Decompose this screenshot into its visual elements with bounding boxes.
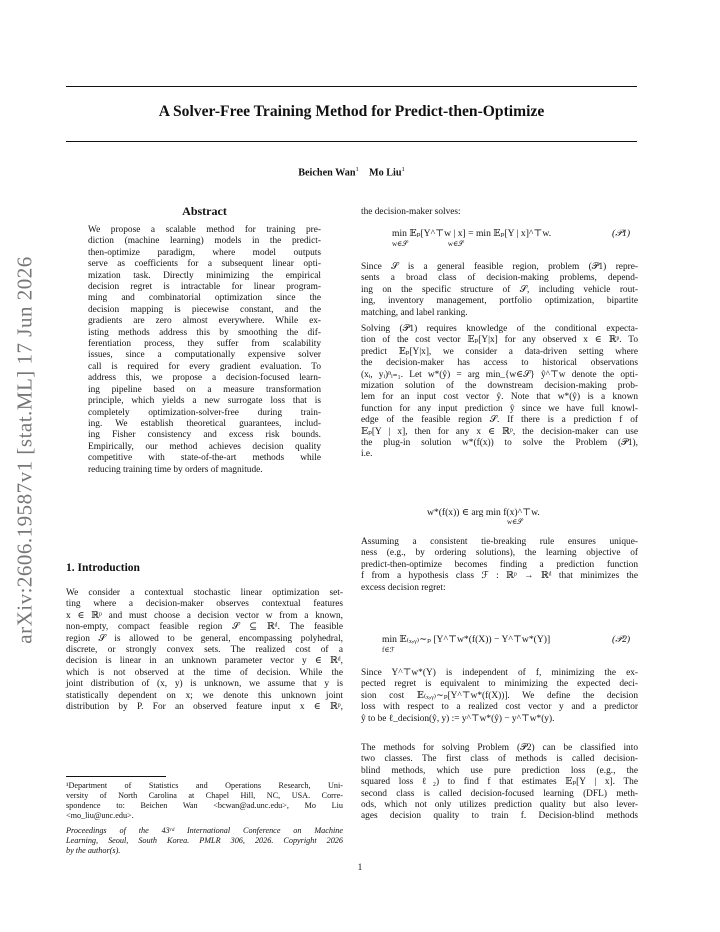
text-line: which is not observed at the time of decision. While the [66, 667, 343, 678]
text-line: isting methods address this by smoothing the dif- [88, 327, 321, 338]
text-line: decision is linear in an unknown parameter vector y ∈ ℝᵈ, [66, 656, 343, 667]
arxiv-identifier[interactable]: arXiv:2606.19587v1 [stat.ML] 17 Jun 2026 [12, 256, 37, 644]
text-line: second class is called decision-focused learning (DFL) meth- [361, 788, 638, 799]
paragraph-objective [361, 537, 638, 594]
text-line: ming and combinatorial optimization since the [88, 293, 321, 304]
text-line: address this, we propose a decision-focused learn- [88, 373, 321, 384]
text-line: Proceedings of the 43ʳᵈ International Conference on Machine [66, 826, 343, 835]
title-rule [66, 141, 637, 142]
text-line: ing. We establish theoretical guarantees, includ- [88, 418, 321, 429]
equation-plugin: w*(f(x)) ∈ arg min f(x)^⊤w. [427, 507, 540, 518]
text-line: non-empty, compact feasible region 𝒮 ⊆ ℝᵈ. The feasible [66, 622, 343, 633]
text-line: the decision-maker has access to historical observations [361, 358, 638, 369]
equation-p2-subscript: f∈ℱ [382, 646, 396, 654]
text-line: We consider a contextual stochastic linear optimization set- [66, 588, 343, 598]
text-line: Assuming a consistent tie-breaking rule ensures unique- [361, 537, 638, 547]
text-line: ing on the specific structure of 𝒮, including vehicle rout- [361, 284, 638, 295]
equation-tag-p1: (𝒫1) [612, 228, 631, 239]
text-line: versity of North Carolina at Chapel Hill, NC, USA. Corre- [66, 791, 343, 800]
text-line: blind methods, which use pure prediction loss (e.g., the [361, 765, 638, 776]
text-line: predict 𝔼ₚ[Y|x], we consider a data-driven setting where [361, 346, 638, 357]
intro-paragraph [66, 588, 343, 713]
text-line: predict-then-optimize becomes finding a prediction function [361, 559, 638, 570]
section-heading-introduction: 1. Introduction [66, 562, 140, 574]
text-line: competitive with state-of-the-art methods while [88, 453, 321, 464]
text-line: issues, since a computationally expensive solver [88, 350, 321, 361]
text-line: diction (machine learning) models in the predict- [88, 236, 321, 247]
text-line: completely optimization-solver-free during train- [88, 407, 321, 418]
footnote-rule [66, 776, 166, 777]
text-line: serve as coefficients for a subsequent linear opti- [88, 259, 321, 270]
text-line: Solving (𝒫1) requires knowledge of the conditional expecta- [361, 324, 638, 334]
equation-p2: min 𝔼₍ₓ,ᵧ₎∼ₚ [Y^⊤w*(f(X)) − Y^⊤w*(Y)] [382, 634, 551, 645]
text-line: distribution by P. For an observed feature input x ∈ ℝᵖ, [66, 702, 343, 713]
text-line: ing Fisher consistency and excess risk bounds. [88, 430, 321, 441]
text-line: <mo_liu@unc.edu>. [66, 811, 134, 820]
text-line: principle, which yields a new surrogate loss that is [88, 396, 321, 407]
paragraph-problem-scope [361, 262, 638, 319]
text-line: then-optimize paradigm, where model outputs [88, 247, 321, 258]
proceedings-footnote [66, 826, 343, 856]
text-line: The methods for solving Problem (𝒫2) can be classified into [361, 743, 638, 753]
paper-title: A Solver-Free Training Method for Predict-then-Optimize [158, 103, 545, 120]
text-line: matching, and label ranking. [361, 307, 468, 318]
top-rule [66, 86, 637, 87]
author-list [66, 166, 637, 178]
text-line: ods, which not only utilizes prediction quality but also lever- [361, 800, 638, 811]
text-line: i.e. [361, 449, 373, 460]
text-line: tion of the cost vector 𝔼ₚ[Y|x] for any observed x ∈ ℝᵖ. To [361, 335, 638, 346]
text-line: statistically dependent on x; we denote this unknown joint [66, 690, 343, 701]
text-line: ting where a decision-maker observes contextual features [66, 599, 343, 610]
text-line: discrete, or strongly convex sets. The realized cost of a [66, 645, 343, 656]
lead-line: the decision-maker solves: [361, 207, 461, 217]
arxiv-sidebar [2, 250, 48, 650]
text-line: spondence to: Beichen Wan <bcwan@ad.unc.edu>, Mo Liu [66, 801, 343, 810]
affiliation-mark: 1 [355, 166, 359, 173]
text-line: joint distribution of (x, y) is unknown, we assume that y is [66, 679, 343, 690]
text-line: ¹Department of Statistics and Operations Research, Uni- [66, 781, 343, 790]
text-line: Empirically, our method achieves decision quality [88, 441, 321, 452]
text-line: reducing training time by orders of magnitude. [88, 464, 263, 475]
text-line: squared loss ℓ₂) to find f that estimates 𝔼ₚ[Y | x]. The [361, 777, 638, 788]
affiliation-footnote [66, 781, 343, 821]
paragraph-method-classes [361, 743, 638, 823]
text-line: sion cost 𝔼₍ₓ,ᵧ₎∼ₚ[Y^⊤w*(f(X))]. We define the decision [361, 690, 638, 701]
text-line: ing pipeline based on a measure transformation [88, 384, 321, 395]
equation-p1-body: min 𝔼ₚ[Y^⊤w | x] = min 𝔼ₚ[Y | x]^⊤w. [392, 228, 552, 239]
text-line: ŷ to be ℓ_decision(ŷ, y) := y^⊤w*(ŷ) − y^⊤w*(y). [361, 713, 555, 724]
text-line: (xᵢ, yᵢ)ⁿᵢ₌₁. Let w*(ŷ) = arg min_{w∈𝒮} ŷ^⊤w denote the opti- [361, 369, 638, 380]
text-line: mization task. Directly minimizing the empirical [88, 270, 321, 281]
text-line: call is required for every gradient evaluation. To [88, 361, 321, 372]
author-name: Mo Liu [368, 167, 402, 179]
text-line: function for any input prediction ŷ since we have full knowl- [361, 403, 638, 414]
text-line: lem for an input cost vector ŷ. Note that w*(ŷ) is a known [361, 392, 638, 403]
text-line: ferentiation process, they suffer from scalability [88, 339, 321, 350]
author-name: Beichen Wan [298, 167, 356, 179]
equation-plugin-subscript: w∈𝒮 [507, 518, 523, 526]
paragraph-decision-loss [361, 668, 638, 725]
text-line: We propose a scalable method for training pre- [88, 225, 321, 235]
text-line: 𝔼ₚ[Y | x], then for any x ∈ ℝᵖ, the decision-maker can use [361, 426, 638, 437]
page-number: 1 [357, 863, 363, 873]
text-line: decision mapping is piecewise constant, and the [88, 304, 321, 315]
text-line: the plug-in solution w*(f(x)) to solve the Problem (𝒫1), [361, 438, 638, 449]
text-line: gradients are zero almost everywhere. While ex- [88, 316, 321, 327]
text-line: pected regret is equivalent to minimizing the expected deci- [361, 679, 638, 690]
text-line: ages decision quality to train f. Decision-blind methods [361, 811, 638, 822]
text-line: ness (e.g., by ordering solutions), the learning objective of [361, 548, 638, 559]
text-line: Since Y^⊤w*(Y) is independent of f, minimizing the ex- [361, 668, 638, 678]
text-line: mization solution of the downstream decision-making prob- [361, 381, 638, 392]
text-line: by the author(s). [66, 846, 121, 855]
text-line: two classes. The first class of methods is called decision- [361, 754, 638, 765]
lead-text [361, 207, 638, 218]
abstract-body [88, 225, 321, 476]
text-line: decision regret is intractable for linear program- [88, 282, 321, 293]
equation-p1 [392, 228, 551, 239]
text-line: Since 𝒮 is a general feasible region, problem (𝒫1) repre- [361, 262, 638, 272]
text-line: excess decision regret: [361, 582, 446, 593]
text-line: loss with respect to a realized cost vector y and a predictor [361, 702, 638, 713]
text-line: Learning, Seoul, South Korea. PMLR 306, 2026. Copyright 2026 [66, 836, 343, 845]
abstract-heading: Abstract [182, 204, 227, 218]
affiliation-mark: 1 [401, 166, 405, 173]
text-line: sents a broad class of decision-making problems, depend- [361, 273, 638, 284]
equation-tag-p2: (𝒫2) [612, 634, 631, 645]
text-line: edge of the feasible region 𝒮. If there is a prediction f of [361, 415, 638, 426]
text-line: x ∈ ℝᵖ and must choose a decision vector w from a known, [66, 610, 343, 621]
paragraph-solving [361, 324, 638, 461]
text-line: ing, inventory management, portfolio optimization, bipartite [361, 296, 638, 307]
equation-p1-subscript: w∈𝒮 w∈𝒮 [392, 240, 464, 248]
text-line: f from a hypothesis class ℱ : ℝᵖ → ℝᵈ that minimizes the [361, 571, 638, 582]
text-line: region 𝒮 is allowed to be general, encompassing polyhedral, [66, 633, 343, 644]
